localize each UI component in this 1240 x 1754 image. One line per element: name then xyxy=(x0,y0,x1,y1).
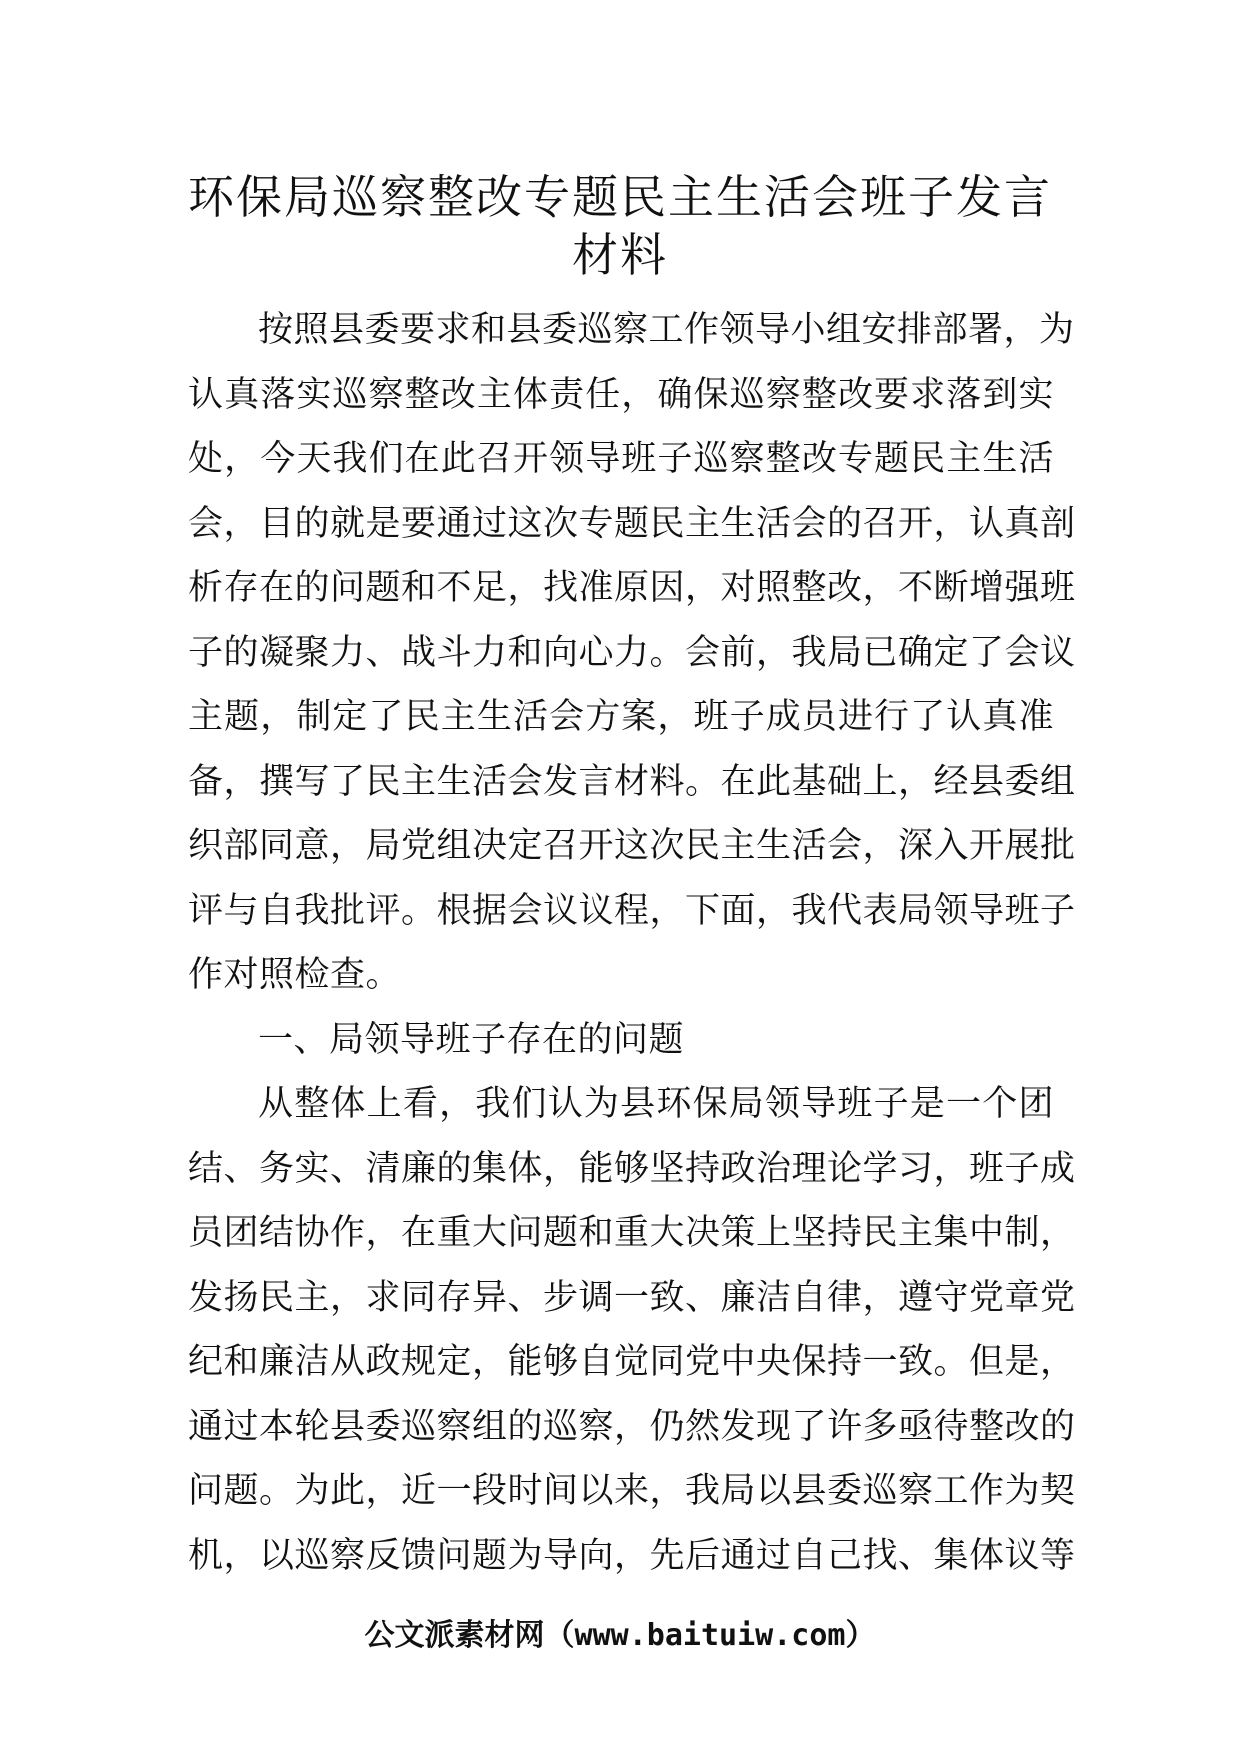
paragraph-line: 评与自我批评。根据会议议程，下面，我代表局领导班子 xyxy=(188,890,1076,931)
title-line-1: 环保局巡察整改专题民主生活会班子发言 xyxy=(188,170,1052,224)
paragraph-line: 处，今天我们在此召开领导班子巡察整改专题民主生活 xyxy=(188,439,1054,479)
paragraph-line: 作对照检查。 xyxy=(188,955,402,995)
paragraph-line: 主题，制定了民主生活会方案，班子成员进行了认真准 xyxy=(188,697,1054,737)
paragraph-line: 析存在的问题和不足，找准原因，对照整改，不断增强班 xyxy=(188,568,1076,608)
paragraph-line: 子的凝聚力、战斗力和向心力。会前，我局已确定了会议 xyxy=(188,632,1076,673)
paragraph-intro xyxy=(188,298,1076,1008)
paragraph-line: 认真落实巡察整改主体责任，确保巡察整改要求落到实 xyxy=(188,374,1054,415)
section-heading: 一、局领导班子存在的问题 xyxy=(258,1019,685,1060)
document-body xyxy=(188,298,1076,1588)
paragraph-line: 结、务实、清廉的集体，能够坚持政治理论学习，班子成 xyxy=(188,1148,1076,1189)
paragraph-line: 通过本轮县委巡察组的巡察，仍然发现了许多亟待整改的 xyxy=(188,1406,1076,1447)
paragraph-line: 机，以巡察反馈问题为导向，先后通过自己找、集体议等 xyxy=(188,1535,1076,1576)
paragraph-line: 从整体上看，我们认为县环保局领导班子是一个团 xyxy=(258,1084,1054,1124)
paragraph-line: 会，目的就是要通过这次专题民主生活会的召开，认真剖 xyxy=(188,503,1076,544)
paragraph-problems xyxy=(188,1072,1076,1588)
paragraph-line: 纪和廉洁从政规定，能够自觉同党中央保持一致。但是， xyxy=(188,1342,1076,1382)
paragraph-line: 织部同意，局党组决定召开这次民主生活会，深入开展批 xyxy=(188,826,1076,866)
title-line-2: 材料 xyxy=(572,228,668,282)
paragraph-line: 问题。为此，近一段时间以来，我局以县委巡察工作为契 xyxy=(188,1471,1076,1511)
paragraph-line: 发扬民主，求同存异、步调一致、廉洁自律，遵守党章党 xyxy=(188,1277,1076,1318)
paragraph-line: 备，撰写了民主生活会发言材料。在此基础上，经县委组 xyxy=(188,761,1076,802)
paragraph-line: 员团结协作，在重大问题和重大决策上坚持民主集中制， xyxy=(188,1213,1076,1253)
paragraph-line: 按照县委要求和县委巡察工作领导小组安排部署，为 xyxy=(258,310,1075,350)
document-title xyxy=(150,168,1090,284)
footer-watermark: 公文派素材网（www.baituiw.com） xyxy=(364,1618,876,1653)
